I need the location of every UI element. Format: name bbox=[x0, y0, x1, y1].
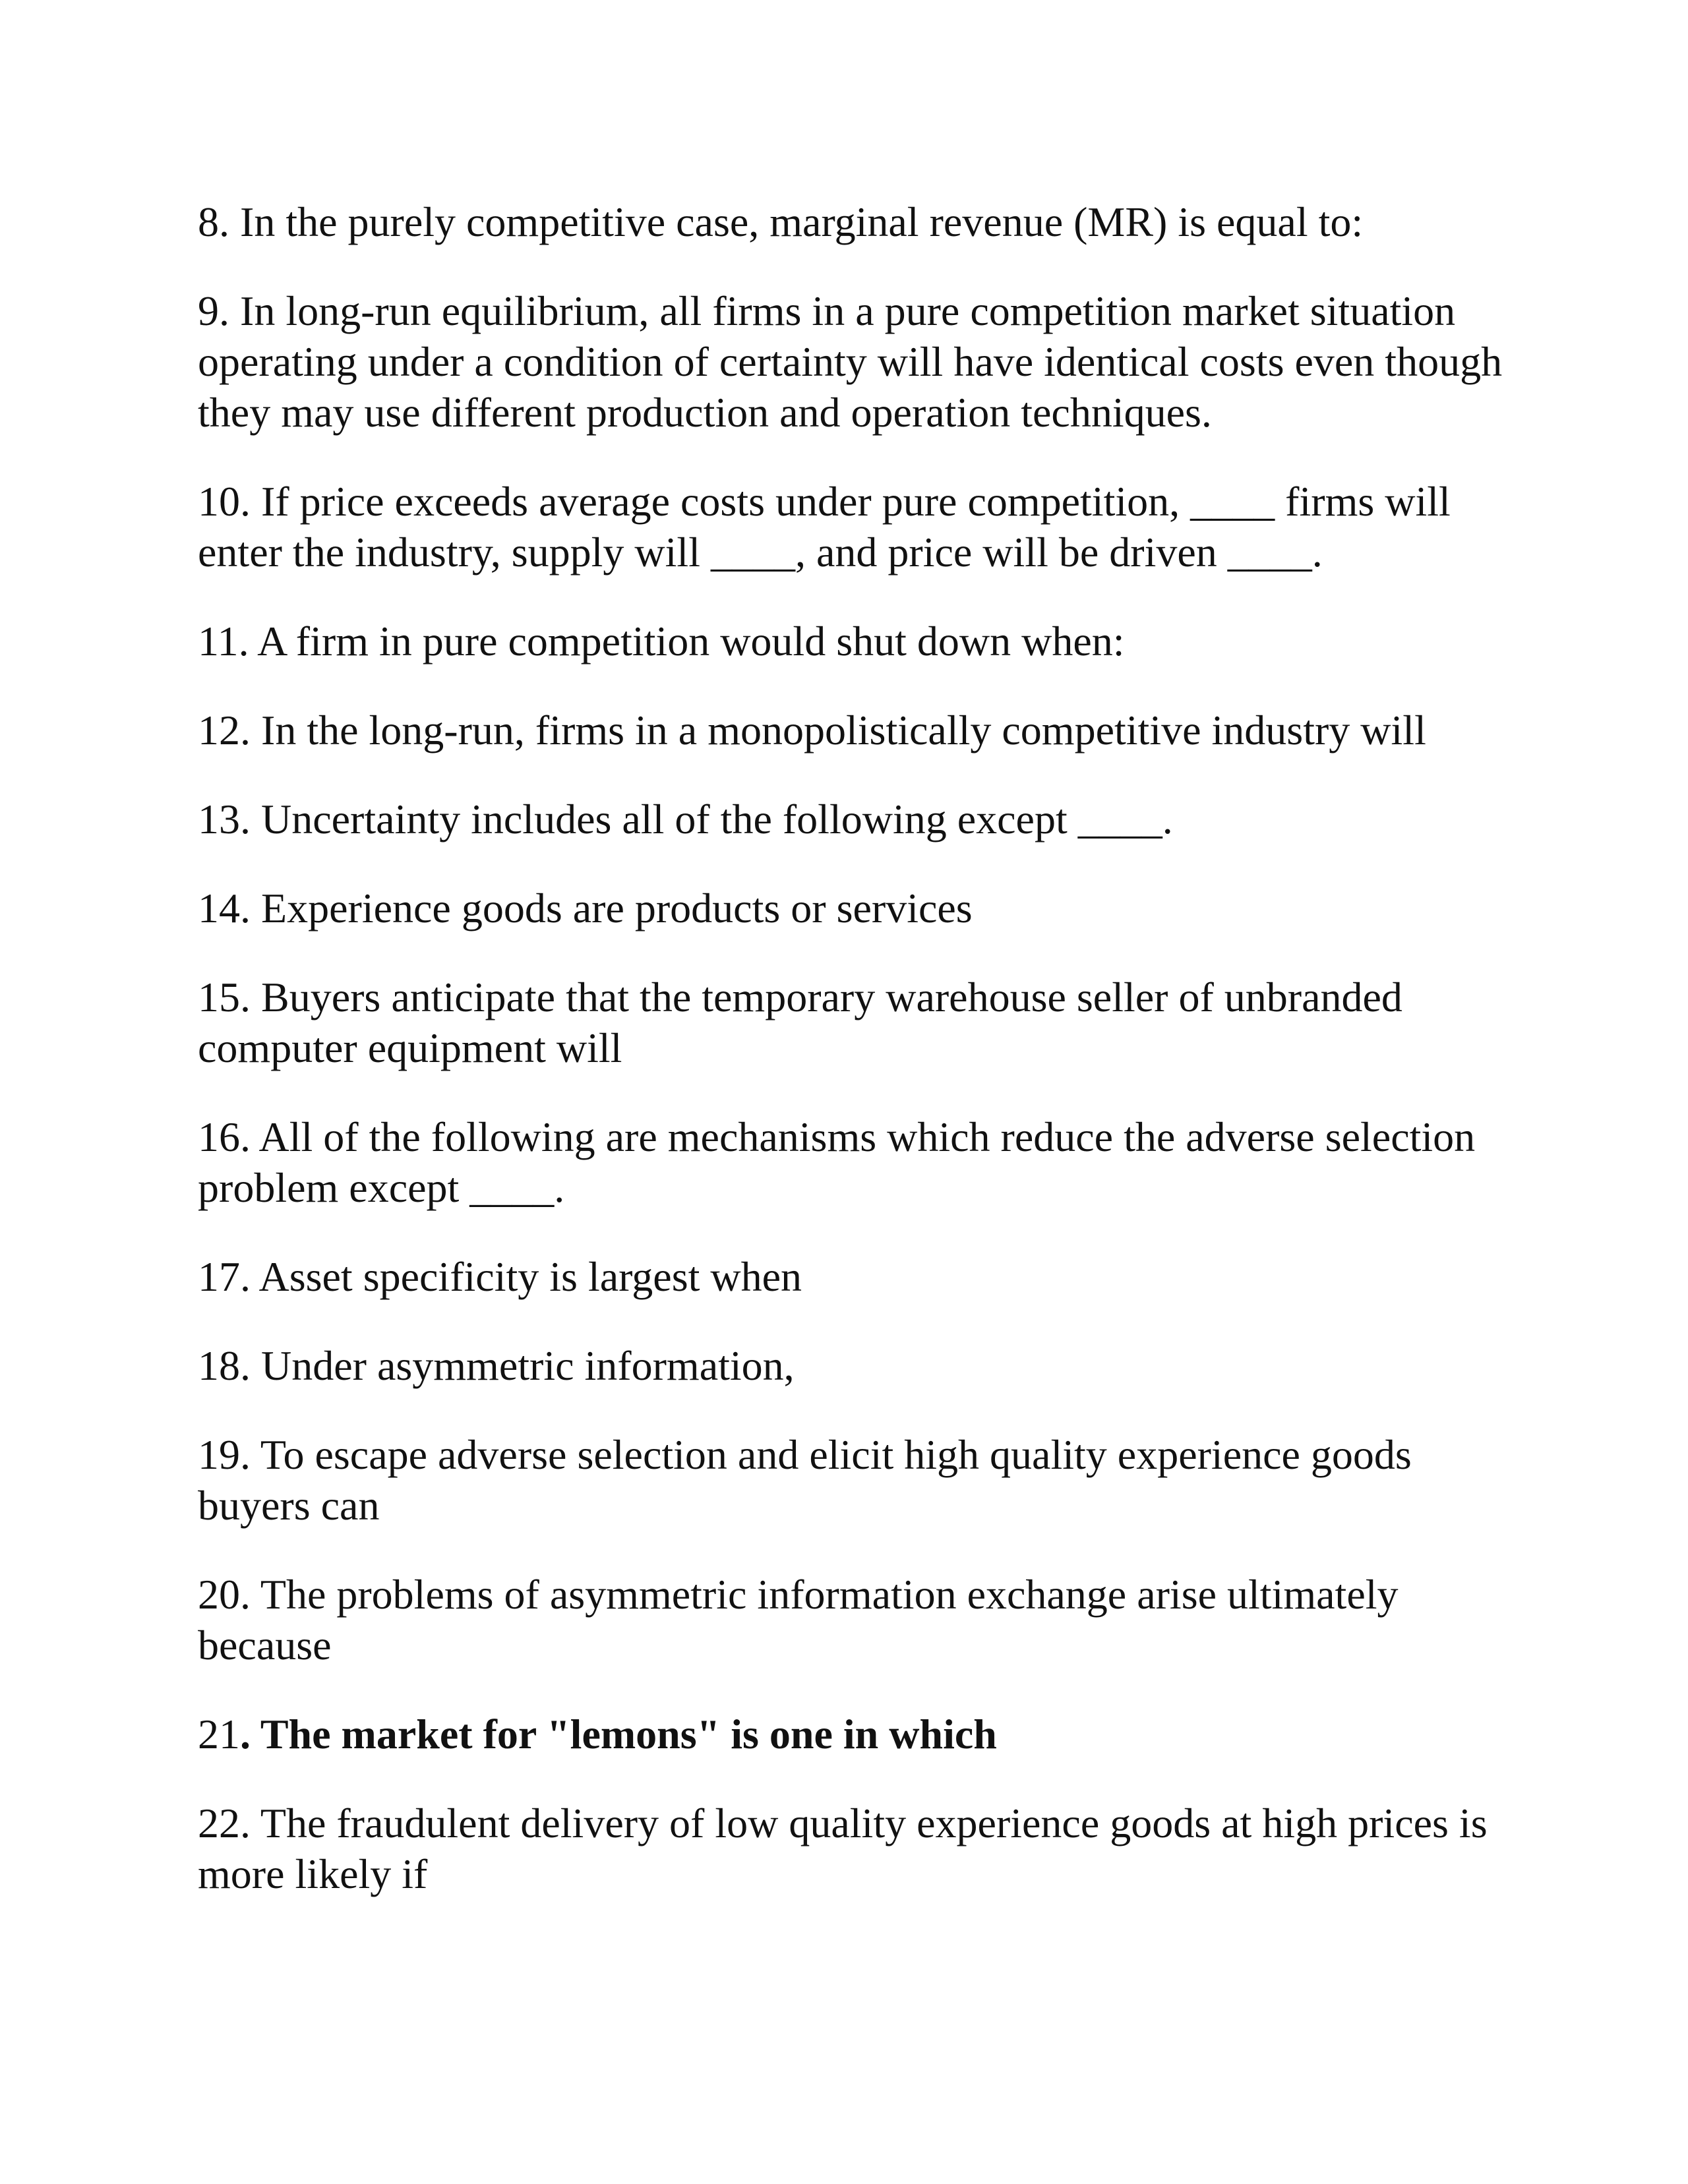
question-number: 8. bbox=[198, 198, 229, 245]
question-9 bbox=[198, 285, 1503, 438]
question-18 bbox=[198, 1340, 1503, 1391]
question-number: 9. bbox=[198, 287, 229, 334]
question-text: Buyers anticipate that the temporary warehouse seller of unbranded computer equipment will bbox=[198, 974, 1402, 1071]
question-13 bbox=[198, 794, 1503, 844]
question-text: The fraudulent delivery of low quality experience goods at high prices is more likely if bbox=[198, 1800, 1488, 1897]
question-number: 19. bbox=[198, 1431, 251, 1478]
question-number: 13. bbox=[198, 796, 251, 842]
question-number: 15. bbox=[198, 974, 251, 1020]
question-text: A firm in pure competition would shut down when: bbox=[257, 618, 1125, 664]
question-number: 20. bbox=[198, 1571, 251, 1618]
question-number: 17. bbox=[198, 1253, 251, 1300]
question-16 bbox=[198, 1111, 1503, 1213]
question-10 bbox=[198, 476, 1503, 577]
question-number: 22. bbox=[198, 1800, 251, 1846]
question-number: 12. bbox=[198, 707, 251, 753]
question-text: In long-run equilibrium, all firms in a pure competition market situation operating under a condition of certainty will have identical costs even though they may use different production and operation techniques. bbox=[198, 287, 1503, 436]
question-number: 16. bbox=[198, 1113, 251, 1160]
question-text: Uncertainty includes all of the following except ____. bbox=[261, 796, 1173, 842]
question-12 bbox=[198, 705, 1503, 755]
question-20 bbox=[198, 1569, 1503, 1670]
question-text: Under asymmetric information, bbox=[261, 1342, 795, 1389]
question-number: 18. bbox=[198, 1342, 251, 1389]
question-number: 14. bbox=[198, 885, 251, 931]
question-text: To escape adverse selection and elicit high quality experience goods buyers can bbox=[198, 1431, 1412, 1529]
question-number: 10. bbox=[198, 478, 251, 525]
question-21 bbox=[198, 1709, 1503, 1759]
question-list bbox=[198, 196, 1503, 1937]
question-text: In the purely competitive case, marginal revenue (MR) is equal to: bbox=[240, 198, 1364, 245]
question-text: If price exceeds average costs under pure competition, ____ firms will enter the industry, supply will ____, and price will be driven ____. bbox=[198, 478, 1451, 576]
question-text: Asset specificity is largest when bbox=[258, 1253, 802, 1300]
question-text: All of the following are mechanisms which reduce the adverse selection problem except ____. bbox=[198, 1113, 1476, 1211]
question-number: 21 bbox=[198, 1711, 240, 1757]
question-22 bbox=[198, 1798, 1503, 1899]
question-11 bbox=[198, 616, 1503, 666]
question-15 bbox=[198, 972, 1503, 1073]
question-text: . The market for "lemons" is one in which bbox=[240, 1711, 997, 1757]
question-19 bbox=[198, 1429, 1503, 1531]
question-text: In the long-run, firms in a monopolistically competitive industry will bbox=[261, 707, 1426, 753]
question-17 bbox=[198, 1251, 1503, 1302]
question-number: 11. bbox=[198, 618, 249, 664]
question-text: The problems of asymmetric information exchange arise ultimately because bbox=[198, 1571, 1399, 1668]
question-8 bbox=[198, 196, 1503, 247]
question-text: Experience goods are products or services bbox=[261, 885, 973, 931]
question-14 bbox=[198, 883, 1503, 933]
